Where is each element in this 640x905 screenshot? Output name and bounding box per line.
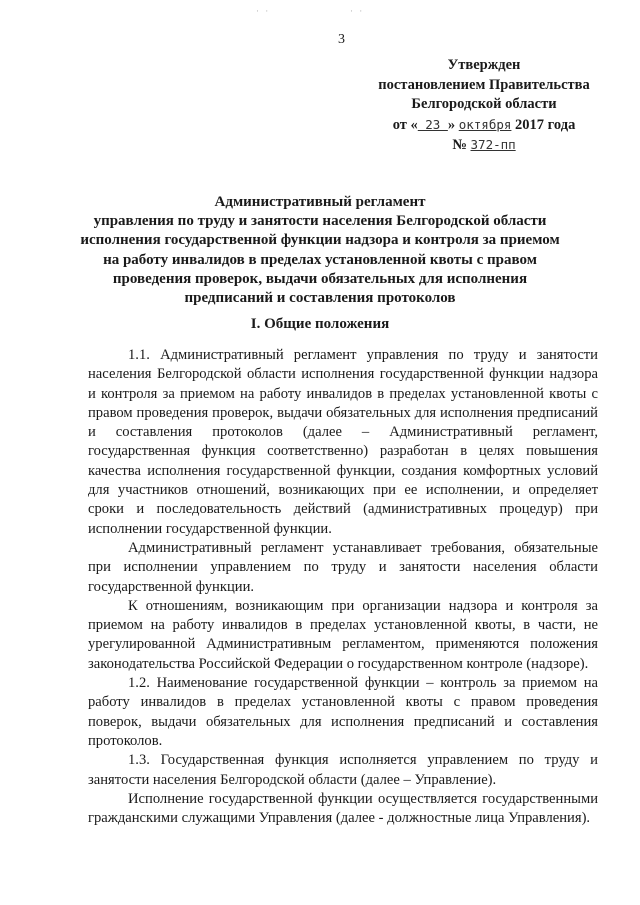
scan-noise: · · bbox=[256, 6, 271, 16]
approval-block bbox=[370, 56, 598, 156]
date-prefix: от « bbox=[392, 116, 418, 133]
title-line: проведения проверок, выдачи обязательных для исполнения bbox=[112, 270, 528, 287]
document-title bbox=[60, 193, 580, 308]
approval-number bbox=[370, 135, 598, 156]
section-heading: I. Общие положения bbox=[250, 316, 390, 332]
approval-line: Утвержден bbox=[447, 57, 521, 73]
title-line: исполнения государственной функции надзора и контроля за приемом bbox=[80, 232, 560, 249]
approval-line: Белгородской области bbox=[411, 96, 557, 112]
paragraph: 1.2. Наименование государственной функции – контроль за приемом на работу инвалидов в пределах установленной квоты с правом проведения поверок, выдачи обязательных для исполнения предписаний и составления протоколов. bbox=[88, 675, 598, 749]
approval-line: постановлением Правительства bbox=[378, 76, 590, 93]
paragraph: 1.1. Административный регламент управления по труду и занятости населения Белгородской области исполнения государственной функции надзора и контроля за приемом на работу инвалидов в пределах установленной квоты с правом проведения проверок, выдачи обязательных для исполнения предписаний и составления протоколов (далее – Административный регламент, государственная функция соответственно) разработан в целях повышения качества исполнения государственной функции, создания комфортных условий для участников отношений, возникающих при ее исполнении, и определяет сроки и последовательность действий (административных процедур) при исполнении государственной функции. bbox=[88, 347, 598, 537]
handwritten-month: октября bbox=[458, 116, 512, 132]
title-line: предписаний и составления протоколов bbox=[184, 290, 456, 307]
approval-date bbox=[370, 115, 598, 136]
date-mid: » bbox=[447, 116, 459, 133]
title-line: Административный регламент bbox=[214, 194, 426, 210]
body-text bbox=[88, 346, 598, 828]
paragraph: К отношениям, возникающим при организации надзора и контроля за приемом на работу инвалидов в пределах установленной квоты, в части, не урегулированной Административным регламентом, применяются положения законодательства Российской Федерации о государственном контроле (надзоре). bbox=[88, 597, 598, 672]
number-prefix: № bbox=[452, 137, 471, 153]
paragraph: Административный регламент устанавливает требования, обязательные при исполнении управлением по труду и занятости населения области государственной функции. bbox=[88, 539, 598, 595]
title-line: на работу инвалидов в пределах установленной квоты с правом bbox=[103, 251, 537, 268]
page-number: 3 bbox=[338, 32, 345, 47]
title-line: управления по труду и занятости населения Белгородской области bbox=[93, 213, 547, 230]
paragraph: Исполнение государственной функции осуществляется государственными гражданскими служащими Управления (далее - должностные лица Управления). bbox=[88, 790, 598, 827]
paragraph: 1.3. Государственная функция исполняется управлением по труду и занятости населения Белгородской области (далее – Управление). bbox=[88, 752, 598, 788]
scan-noise: · · bbox=[350, 6, 365, 16]
date-year: 2017 года bbox=[511, 116, 576, 133]
handwritten-day: 23 bbox=[417, 116, 448, 132]
handwritten-number: 372-пп bbox=[470, 137, 516, 152]
